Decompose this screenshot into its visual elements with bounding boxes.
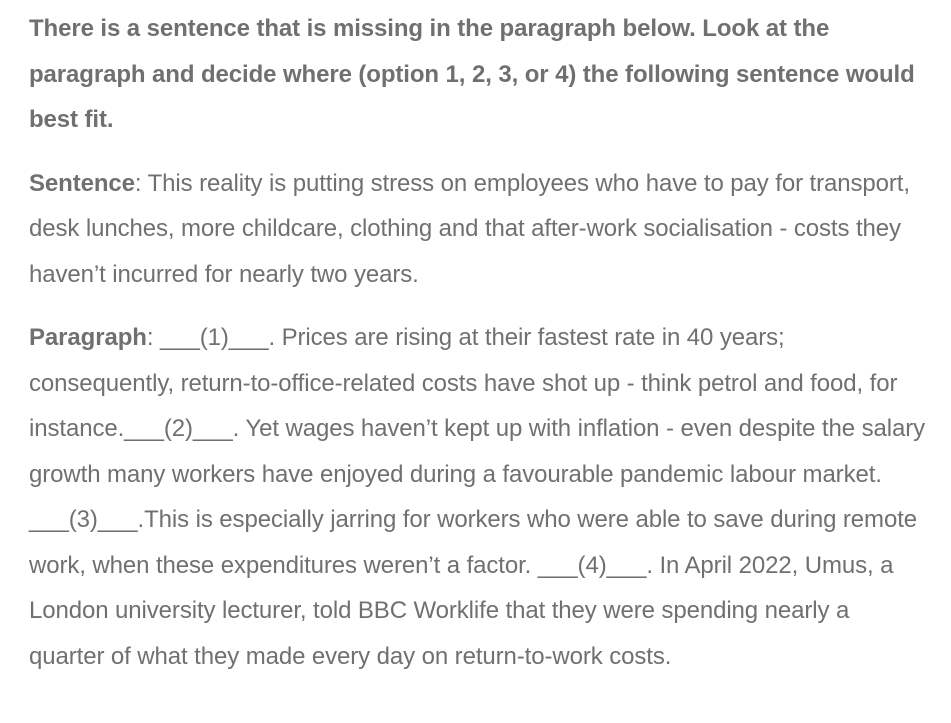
- sentence-block: [29, 161, 929, 298]
- paragraph-text: : ___(1)___. Prices are rising at their fastest rate in 40 years; consequently, return-to-office-related costs have shot up - think petrol and food, for instance.___(2)___. Yet wages haven’t kept up with inflation - even despite the salary growth many workers have enjoyed during a favourable pandemic labour market. ___(3)___.This is especially jarring for workers who were able to save during remote work, when these expenditures weren’t a factor. ___(4)___. In April 2022, Umus, a London university lecturer, told BBC Worklife that they were spending nearly a quarter of what they made every day on return-to-work costs.: [29, 324, 925, 670]
- paragraph-block: [29, 315, 929, 679]
- sentence-label: Sentence: [29, 169, 135, 197]
- question-content: [29, 6, 929, 679]
- paragraph-label: Paragraph: [29, 324, 147, 351]
- instruction-text: There is a sentence that is missing in the paragraph below. Look at the paragraph and decide where (option 1, 2, 3, or 4) the following sentence would best fit.: [29, 15, 915, 133]
- sentence-text: : This reality is putting stress on employees who have to pay for transport, desk lunches, more childcare, clothing and that after-work socialisation - costs they haven’t incurred for nearly two years.: [29, 169, 910, 288]
